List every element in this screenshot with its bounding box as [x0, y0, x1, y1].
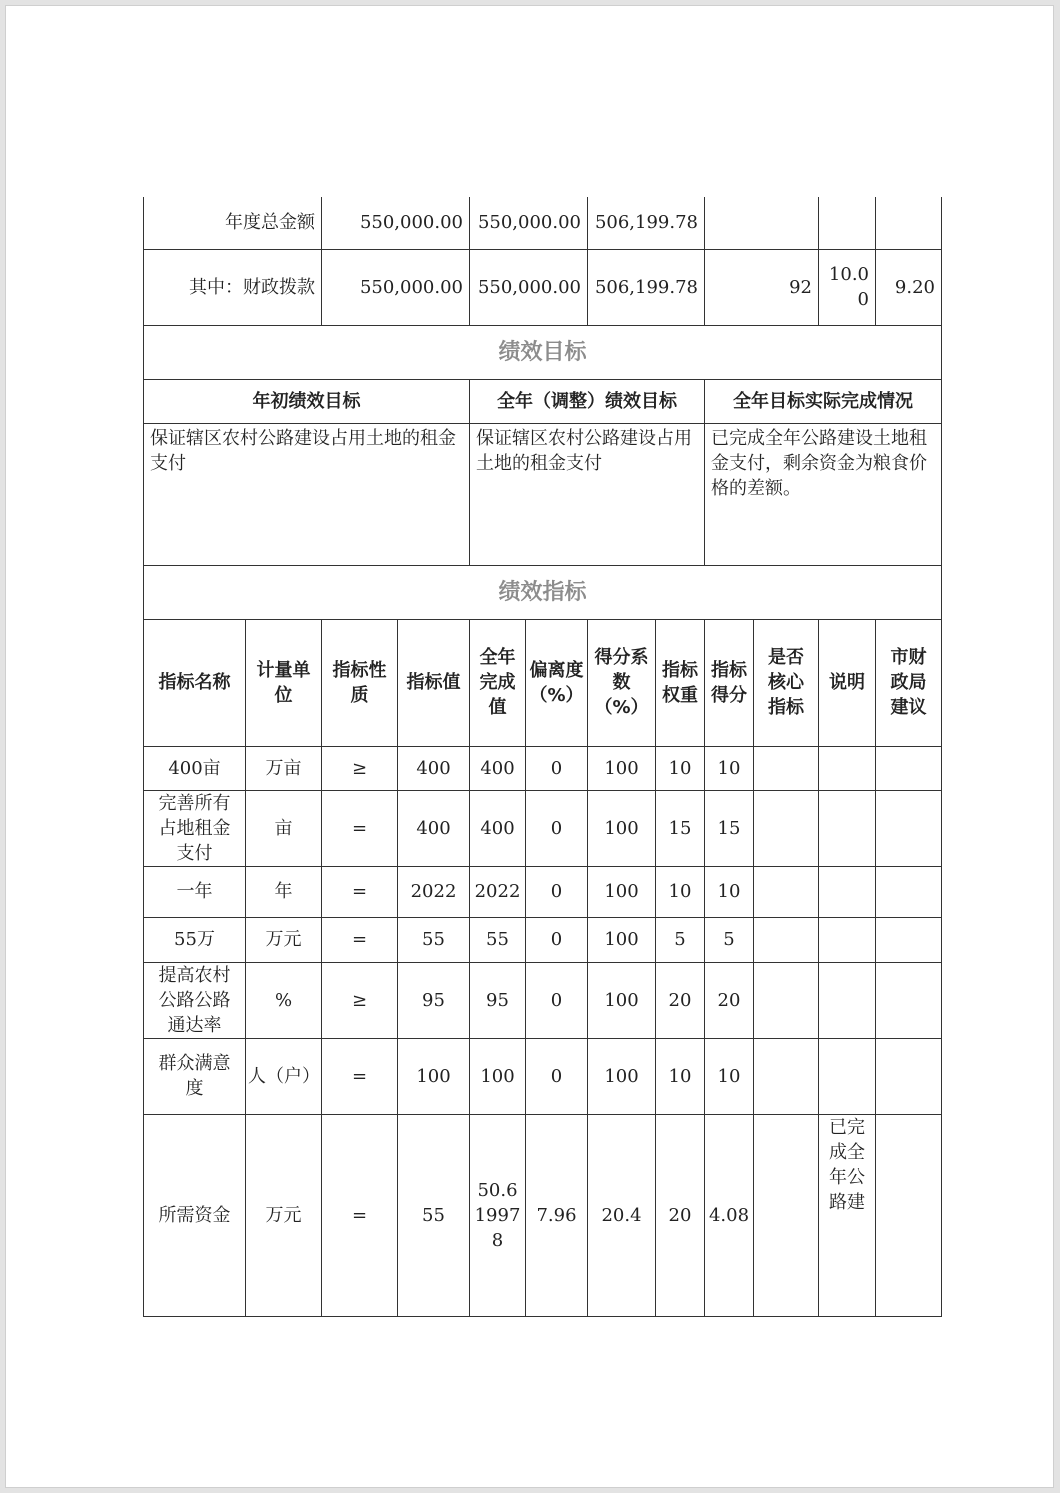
- indicator-weight: 10: [656, 866, 705, 917]
- budget-total-adjusted: 550,000.00: [470, 197, 588, 249]
- budget-fiscal-score: 92: [705, 249, 819, 325]
- indicator-unit: 亩: [246, 790, 322, 866]
- indicator-target: 100: [398, 1038, 470, 1114]
- indicator-deviation: 0: [526, 1038, 588, 1114]
- indicator-actual: 100: [470, 1038, 526, 1114]
- indicator-unit: 万亩: [246, 746, 322, 790]
- goals-content-row: [144, 423, 942, 565]
- actual-completion-text: 已完成全年公路建设土地租金支付，剩余资金为粮食价格的差额。: [705, 423, 942, 565]
- header-note: 说明: [819, 619, 876, 746]
- header-deviation: 偏离度（%）: [526, 619, 588, 746]
- indicator-core: [754, 1038, 819, 1114]
- indicator-weight: 10: [656, 1038, 705, 1114]
- budget-fiscal-initial: 550,000.00: [322, 249, 470, 325]
- indicator-advice: [876, 962, 942, 1038]
- indicator-unit: 年: [246, 866, 322, 917]
- indicator-name: 55万: [144, 917, 246, 962]
- indicator-row: [144, 962, 942, 1038]
- indicator-advice: [876, 1114, 942, 1316]
- header-core: 是否核心指标: [754, 619, 819, 746]
- indicator-name: 群众满意度: [144, 1038, 246, 1114]
- indicator-deviation: 0: [526, 790, 588, 866]
- indicator-nature: ≥: [322, 746, 398, 790]
- indicator-nature: =: [322, 866, 398, 917]
- indicator-score: 20: [705, 962, 754, 1038]
- indicator-core: [754, 746, 819, 790]
- header-nature: 指标性质: [322, 619, 398, 746]
- adjusted-goal-text: 保证辖区农村公路建设占用土地的租金支付: [470, 423, 705, 565]
- indicator-weight: 20: [656, 962, 705, 1038]
- goals-header-row: [144, 379, 942, 423]
- indicator-actual: 95: [470, 962, 526, 1038]
- indicator-name: 所需资金: [144, 1114, 246, 1316]
- indicator-deviation: 0: [526, 962, 588, 1038]
- indicator-coefficient: 100: [588, 1038, 656, 1114]
- indicator-score: 10: [705, 866, 754, 917]
- indicator-target: 55: [398, 1114, 470, 1316]
- header-unit: 计量单位: [246, 619, 322, 746]
- budget-total-row: [144, 197, 942, 249]
- budget-fiscal-weight: 10.00: [819, 249, 876, 325]
- indicator-note: [819, 746, 876, 790]
- budget-fiscal-executed: 506,199.78: [588, 249, 705, 325]
- initial-goal-text: 保证辖区农村公路建设占用土地的租金支付: [144, 423, 470, 565]
- indicator-advice: [876, 746, 942, 790]
- indicator-row: [144, 746, 942, 790]
- indicator-target: 400: [398, 746, 470, 790]
- indicators-section-title: 绩效指标: [144, 565, 942, 619]
- header-score: 指标得分: [705, 619, 754, 746]
- header-actual: 全年完成值: [470, 619, 526, 746]
- budget-total-initial: 550,000.00: [322, 197, 470, 249]
- indicator-weight: 10: [656, 746, 705, 790]
- goals-header-initial: 年初绩效目标: [144, 379, 470, 423]
- indicator-advice: [876, 917, 942, 962]
- indicator-name: 提高农村公路公路通达率: [144, 962, 246, 1038]
- indicator-target: 95: [398, 962, 470, 1038]
- indicator-note: [819, 917, 876, 962]
- indicator-coefficient: 100: [588, 917, 656, 962]
- indicator-target: 55: [398, 917, 470, 962]
- indicator-deviation: 0: [526, 746, 588, 790]
- indicator-core: [754, 917, 819, 962]
- indicator-score: 15: [705, 790, 754, 866]
- indicator-note: [819, 1038, 876, 1114]
- budget-total-score: [705, 197, 819, 249]
- indicator-score: 4.08: [705, 1114, 754, 1316]
- indicator-deviation: 7.96: [526, 1114, 588, 1316]
- goals-header-adjusted: 全年（调整）绩效目标: [470, 379, 705, 423]
- indicator-nature: =: [322, 1114, 398, 1316]
- indicator-actual: 55: [470, 917, 526, 962]
- indicator-actual: 400: [470, 790, 526, 866]
- header-target: 指标值: [398, 619, 470, 746]
- indicator-coefficient: 100: [588, 746, 656, 790]
- indicator-actual: 50.619978: [470, 1114, 526, 1316]
- indicator-advice: [876, 790, 942, 866]
- indicator-note: [819, 962, 876, 1038]
- indicator-deviation: 0: [526, 866, 588, 917]
- indicator-core: [754, 962, 819, 1038]
- budget-fiscal-label: 其中：财政拨款: [144, 249, 322, 325]
- budget-fiscal-adjusted: 550,000.00: [470, 249, 588, 325]
- indicator-core: [754, 866, 819, 917]
- indicator-weight: 15: [656, 790, 705, 866]
- indicator-core: [754, 1114, 819, 1316]
- budget-fiscal-row: [144, 249, 942, 325]
- indicator-note: 已完成全年公路建: [819, 1114, 876, 1316]
- indicator-target: 2022: [398, 866, 470, 917]
- indicator-advice: [876, 1038, 942, 1114]
- indicator-unit: 万元: [246, 1114, 322, 1316]
- budget-fiscal-result: 9.20: [876, 249, 942, 325]
- indicator-name: 完善所有占地租金支付: [144, 790, 246, 866]
- indicator-score: 10: [705, 1038, 754, 1114]
- indicator-core: [754, 790, 819, 866]
- indicator-weight: 20: [656, 1114, 705, 1316]
- header-indicator-name: 指标名称: [144, 619, 246, 746]
- header-advice: 市财政局建议: [876, 619, 942, 746]
- indicator-coefficient: 20.4: [588, 1114, 656, 1316]
- indicator-advice: [876, 866, 942, 917]
- indicator-row: [144, 790, 942, 866]
- indicator-score: 5: [705, 917, 754, 962]
- budget-total-result: [876, 197, 942, 249]
- indicator-nature: =: [322, 917, 398, 962]
- indicator-note: [819, 790, 876, 866]
- indicator-name: 一年: [144, 866, 246, 917]
- indicator-actual: 400: [470, 746, 526, 790]
- indicator-score: 10: [705, 746, 754, 790]
- indicator-weight: 5: [656, 917, 705, 962]
- indicator-nature: =: [322, 1038, 398, 1114]
- header-weight: 指标权重: [656, 619, 705, 746]
- indicator-nature: ≥: [322, 962, 398, 1038]
- indicator-coefficient: 100: [588, 866, 656, 917]
- budget-total-executed: 506,199.78: [588, 197, 705, 249]
- indicator-coefficient: 100: [588, 790, 656, 866]
- budget-total-weight: [819, 197, 876, 249]
- indicator-actual: 2022: [470, 866, 526, 917]
- goals-section-title: 绩效目标: [144, 325, 942, 379]
- header-coefficient: 得分系数（%）: [588, 619, 656, 746]
- indicator-nature: =: [322, 790, 398, 866]
- indicator-coefficient: 100: [588, 962, 656, 1038]
- indicator-row: [144, 917, 942, 962]
- indicator-unit: %: [246, 962, 322, 1038]
- indicator-row: [144, 866, 942, 917]
- budget-total-label: 年度总金额: [144, 197, 322, 249]
- indicator-note: [819, 866, 876, 917]
- document-page: [5, 5, 1054, 1488]
- indicator-row: [144, 1114, 942, 1316]
- indicators-header-row: [144, 619, 942, 746]
- goals-header-actual: 全年目标实际完成情况: [705, 379, 942, 423]
- indicator-name: 400亩: [144, 746, 246, 790]
- indicator-unit: 万元: [246, 917, 322, 962]
- indicator-deviation: 0: [526, 917, 588, 962]
- indicator-row: [144, 1038, 942, 1114]
- indicator-unit: 人（户）: [246, 1038, 322, 1114]
- indicator-target: 400: [398, 790, 470, 866]
- performance-table: [143, 197, 942, 1317]
